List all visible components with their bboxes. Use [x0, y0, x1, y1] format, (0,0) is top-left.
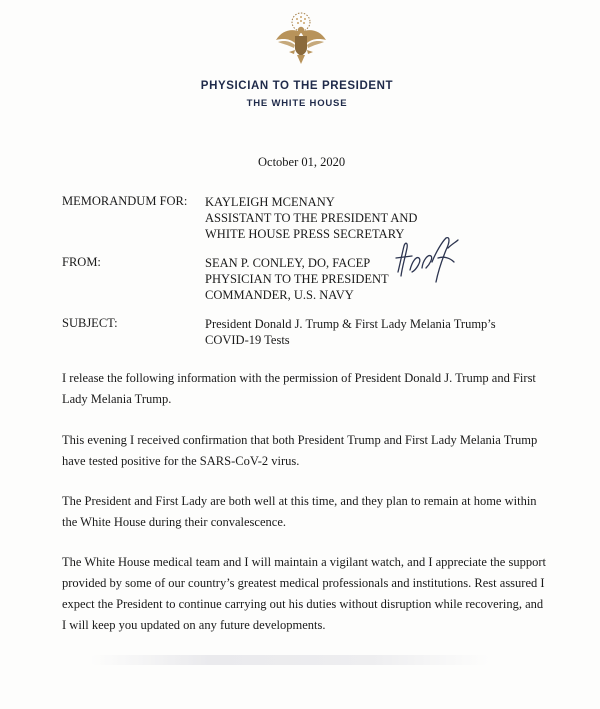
body-line: I release the following information with the permission of President Donald J. Trump and First — [62, 371, 536, 385]
body-line: have tested positive for the SARS-CoV-2 virus. — [62, 454, 300, 468]
body-line: provided by some of our country’s greatest medical professionals and institutions. Rest assured I — [62, 576, 545, 590]
body-line: This evening I received confirmation that both President Trump and First Lady Melania Trump — [62, 433, 538, 447]
memo-subject-line: COVID-19 Tests — [205, 333, 290, 347]
memo-to-label: MEMORANDUM FOR: — [62, 194, 188, 208]
memo-from-line: PHYSICIAN TO THE PRESIDENT — [205, 272, 389, 286]
handwritten-signature — [392, 228, 462, 286]
letterhead-office-title: PHYSICIAN TO THE PRESIDENT — [200, 80, 394, 92]
body-paragraph-2 — [62, 430, 542, 472]
memo-from-line: SEAN P. CONLEY, DO, FACEP — [205, 256, 371, 270]
memo-from-label: FROM: — [62, 255, 101, 269]
memo-to-block — [205, 194, 417, 242]
body-line: the White House during their convalescence. — [62, 515, 286, 529]
body-line: The President and First Lady are both well at this time, and they plan to remain at home within — [62, 494, 537, 508]
memo-to-line: ASSISTANT TO THE PRESIDENT AND — [205, 211, 418, 225]
memo-to-line: WHITE HOUSE PRESS SECRETARY — [205, 227, 405, 241]
memo-subject-label: SUBJECT: — [62, 316, 118, 330]
body-line: I will keep you updated on any future developments. — [62, 618, 326, 632]
memo-subject-block — [205, 316, 496, 348]
letterhead-office-subtitle: THE WHITE HOUSE — [246, 98, 348, 109]
body-line: Lady Melania Trump. — [62, 392, 172, 406]
body-paragraph-4 — [62, 552, 546, 636]
scan-artifact — [90, 655, 490, 665]
body-line: expect the President to continue carrying out his duties without disruption while recovering, and — [62, 597, 544, 611]
presidential-eagle-seal-icon — [270, 8, 332, 70]
memo-from-line: COMMANDER, U.S. NAVY — [205, 288, 354, 302]
memo-date: October 01, 2020 — [258, 155, 346, 169]
body-paragraph-1 — [62, 368, 542, 410]
memo-subject-line: President Donald J. Trump & First Lady Melania Trump’s — [205, 317, 496, 331]
memo-from-block — [205, 255, 389, 303]
memo-to-line: KAYLEIGH MCENANY — [205, 195, 335, 209]
body-line: The White House medical team and I will maintain a vigilant watch, and I appreciate the support — [62, 555, 546, 569]
body-paragraph-3 — [62, 491, 542, 533]
